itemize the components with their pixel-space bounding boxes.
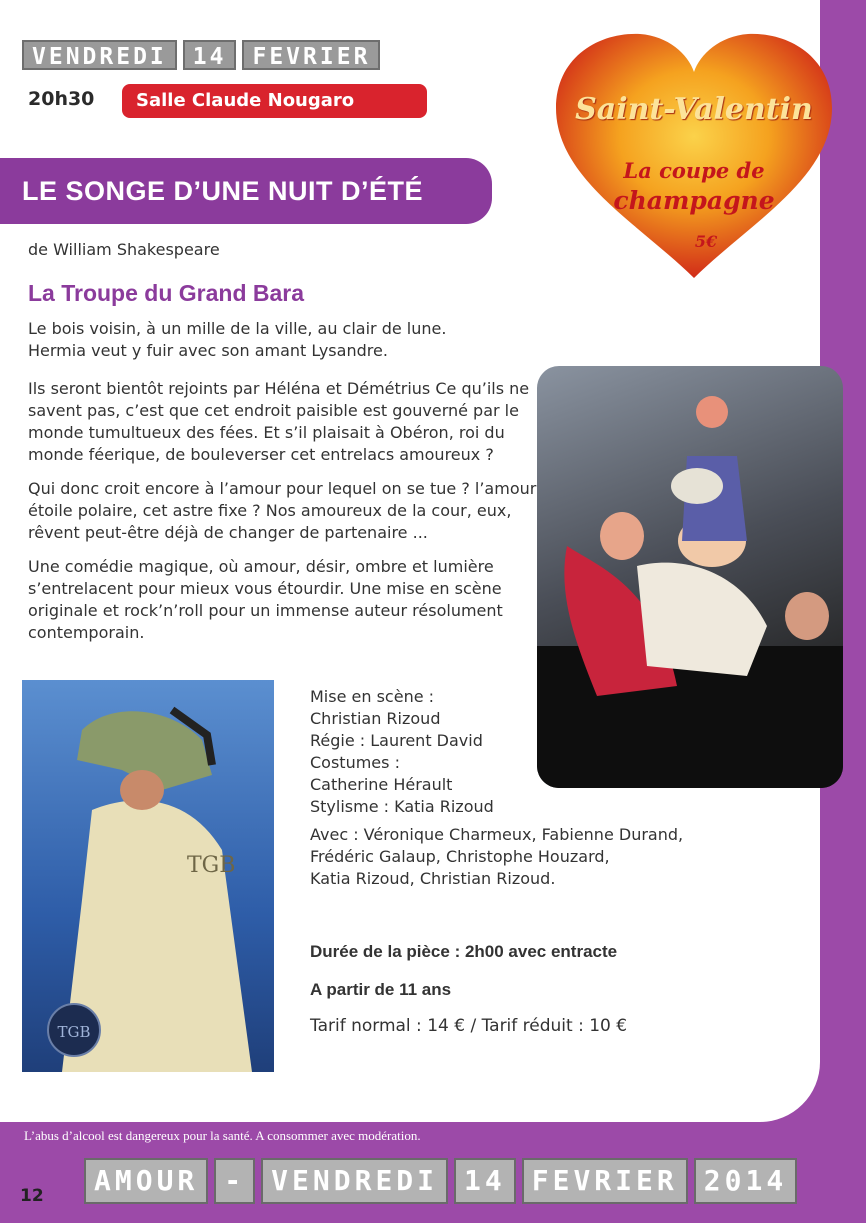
promo-price: 5€ — [694, 232, 718, 251]
credit-line: Christian Rizoud — [310, 709, 441, 728]
duration-info: Durée de la pièce : 2h00 avec entracte — [310, 942, 618, 961]
footer-word: FEVRIER — [522, 1158, 688, 1204]
age-info: A partir de 11 ans — [310, 980, 452, 999]
play-author: de William Shakespeare — [28, 240, 220, 259]
page-number: 12 — [20, 1186, 44, 1206]
footer-word: VENDREDI — [261, 1158, 448, 1204]
date-word: FEVRIER — [242, 40, 380, 70]
credit-line: Stylisme : Katia Rizoud — [310, 797, 494, 816]
credit-line: Mise en scène : — [310, 687, 435, 706]
credit-line: Catherine Hérault — [310, 775, 453, 794]
show-time: 20h30 — [28, 88, 95, 110]
promo-line: champagne — [613, 186, 775, 215]
costume-letters: TGB — [187, 853, 236, 878]
troupe-logo: TGB — [57, 1023, 91, 1041]
description-paragraph: Le bois voisin, à un mille de la ville, au clair de lune. Hermia veut y fuir avec son amant Lysandre. — [28, 319, 447, 360]
play-title: LE SONGE D’UNE NUIT D’ÉTÉ — [22, 176, 424, 206]
promo-line: La coupe de — [623, 158, 765, 183]
date-word: VENDREDI — [22, 40, 177, 70]
description-paragraph: Qui donc croit encore à l’amour pour lequel on se tue ? l’amour étoile polaire, cet astre fixe ? Nos amoureux de la cour, eux, rêvent peut-être déjà de changer de partenaire ... — [28, 479, 537, 542]
date-banner — [22, 40, 380, 70]
credit-line: Frédéric Galaup, Christophe Houzard, — [310, 847, 610, 866]
credit-line: Régie : Laurent David — [310, 731, 483, 750]
footer-word: AMOUR — [84, 1158, 208, 1204]
date-word: 14 — [183, 40, 237, 70]
footer-word: 14 — [454, 1158, 516, 1204]
alcohol-warning: L’abus d’alcool est dangereux pour la santé. A consommer avec modération. — [24, 1128, 421, 1143]
credit-line: Costumes : — [310, 753, 400, 772]
credit-line: Avec : Véronique Charmeux, Fabienne Durand, — [310, 825, 684, 844]
credits-block — [310, 686, 683, 890]
promo-title: Saint-Valentin — [575, 92, 813, 127]
footer-word: 2014 — [694, 1158, 797, 1204]
description-paragraph: Ils seront bientôt rejoints par Héléna et Démétrius Ce qu’ils ne savent pas, c’est que cet endroit paisible est gouverné par le monde tumultueux des fées. Et s’il plaisait à Obéron, roi du monde féerique, de bouleverser cet entrelacs amoureux ? — [28, 379, 530, 464]
price-info: Tarif normal : 14 € / Tarif réduit : 10 € — [310, 1016, 628, 1036]
footer-word: - — [214, 1158, 255, 1204]
description-paragraph: Une comédie magique, où amour, désir, ombre et lumière s’entrelacent pour mieux vous étourdir. Une mise en scène originale et rock’n’roll pour un immense auteur résolument contemporain. — [28, 557, 503, 642]
costume-photo — [22, 680, 274, 1072]
credit-line: Katia Rizoud, Christian Rizoud. — [310, 869, 556, 888]
venue-badge: Salle Claude Nougaro — [122, 84, 427, 118]
footer-banner — [84, 1158, 797, 1204]
troupe-name: La Troupe du Grand Bara — [28, 280, 305, 306]
